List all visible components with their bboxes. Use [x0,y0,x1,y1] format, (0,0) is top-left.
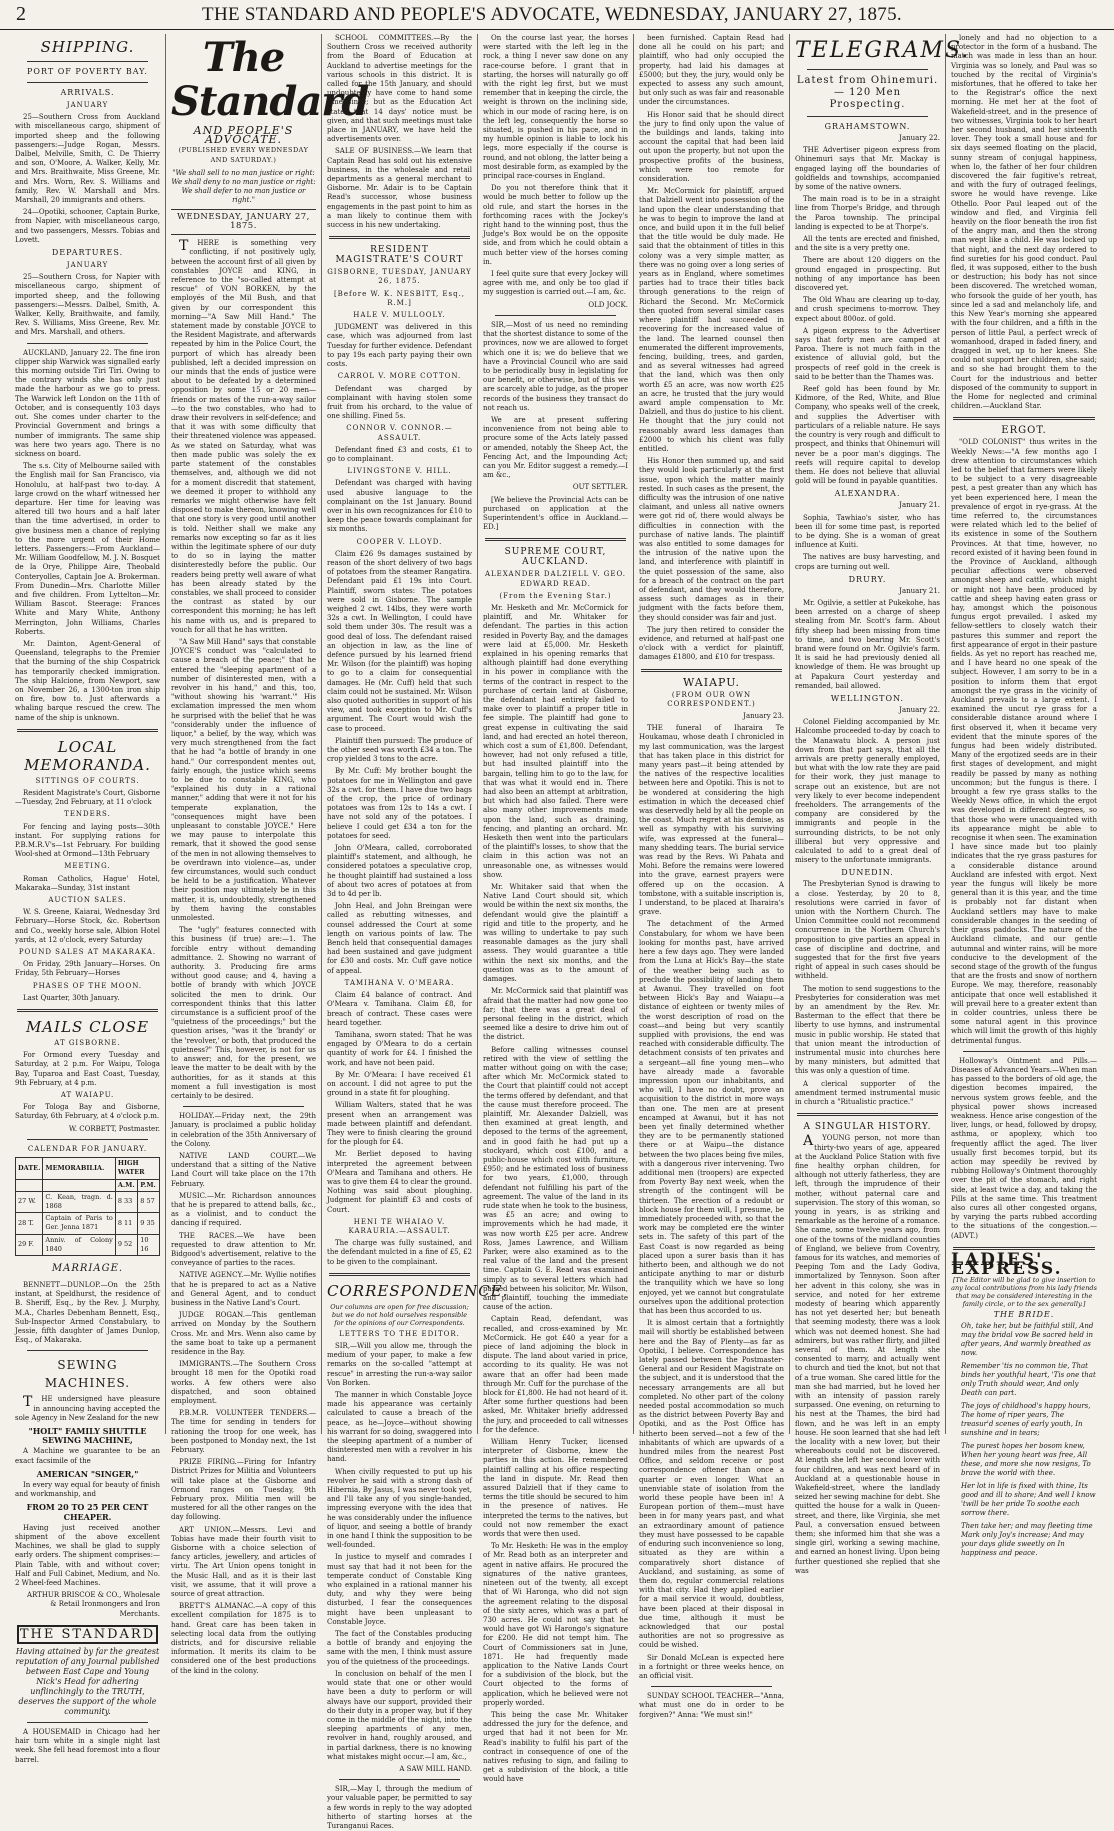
letter-paragraph: In justice to myself and comrades I must say that had it not been for the temperate conduct of Constable King who explained in a rational manner his duty, and why they were being disturbed, I fear the consequences might have been unpleasant to Constable Joyce. [327,1553,472,1626]
dispatch-date: January 21. [899,586,940,595]
news-item: NATIVE LAND COURT.—We understand that a sitting of the Native Land Court will take place on the 17th February. [171,1151,316,1188]
mails-text: For Ormond every Tuesday and Saturday, at 2 p.m. For Waipu, Tologa Bay, Tuparoa and East Coast, Tuesday, 9th February, at 4 p.m. [15,1051,160,1087]
divider [485,538,626,541]
moon-head: PHASES OF THE MOON. [32,981,143,990]
telegrams-title: TELEGRAMS. [795,38,971,63]
telegram-paragraph: Sophia, Tawhiao's sister, who has been ill for some time past, is reported to be dying. She is a woman of great influence at Kuiti. [795,513,940,550]
court-paragraph: been furnished. Captain Read had done all he could on his part; and plaintiff, who had only occupied the property, had laid his damages at £5000; but they, the jury, would only be expected to assess any such amount, but only such as was fair and reasonable under the circumstances. [639,34,784,107]
mails-signature: W. CORBETT, Postmaster. [68,1124,160,1133]
waiapu-paragraph: The detachment of the Armed Constabulary, for whom we have been looking for months past, have arrived here a few days ago. They were landed from the Luna at Hick's Bay—the state of the weather being such as to preclude the possibility of landing them at Awanui. They travelled on foot between Hick's Bay and Waiapu—a distance of eighteen or twenty miles of the worst description of road on the coast—and being but very scantily supplied with provisions, the end was reached with considerable difficulty. The detachment consists of ten privates and a sergeant—all fine young men—who have already made a favorable impression upon our inhabitants, and who will, I have no doubt, prove an acquisition to the district in more ways than one. The men are at present encamped at Awanui, but it has not been yet finally determined whether they are to be permanently stationed there or at Waipu—the distance between the two places being five miles, with a dangerous river intervening. Two additional men (troopers) are expected from Poverty Bay next week, when the strength of the contingent will be thirteen. The erection of a redoubt or block house for them will, I presume, be immediately proceeded with, so that the work may be completed ere the winter sets in. The safety of this part of the East Coast is now regarded as being placed upon a surer basis than it has hitherto been, and although we do not anticipate anything to mar or disturb the tranquility which we have so long enjoyed, yet we cannot but congratulate ourselves upon the additional protection that has been thus accorded to us. [639,920,784,1316]
news-item: SCHOOL COMMITTEES.—By the Southern Cross we received authority from the Board of Education at Auckland to advertise meetings for the various schools in this district. It is called for the 15th January, and should undoubtedly have come to hand some time since; but as the Education Act states that 14 days' notice must be given, and that such meetings must take place in JANUARY, we have held the advertisements over. [327,34,472,144]
cal-header: MEMORABILIA. [43,1158,115,1179]
sewing-price: FROM 20 TO 25 PER CENT CHEAPER. [26,1502,149,1522]
letter-signature: OUT SETTLER. [572,483,628,492]
case-title: HENI TE WHAIAO V. KARAURIA.—ASSAULT. [348,1217,451,1235]
case-title: COOPER V. LLOYD. [356,537,443,546]
page-number: 2 [16,3,26,25]
cal-header: P.M. [138,1179,160,1191]
calendar-title: CALENDAR FOR JANUARY. [27,1144,148,1153]
court-paragraph: Mr. McCormick for plaintiff, argued that Dalziell went into possession of the land upon the clear understanding that he was to begin to improve the land at once, and build upon it in the full belief that the title would be duly made. He said that the obtainment of titles in this colony was a very simple matter, as there was no going over a long series of years as in England, where sometimes parties had to trace their titles back through generations to the reign of Richard the Second. Mr. McCormick then quoted from several similar cases where plaintiff had succeeded in recovering for the increased value of the land. The learned counsel then enumerated the different improvements, fencing, building, trees, and garden, and as several witnesses had agreed that the land, which was then only worth £5 an acre, was now worth £25 an acre, he trusted that the jury would award ample compensation to Mr. Dalziell, and thus do justice to his client. He thought that the jury could not reasonably award less damages than £2000 to which his client was fully entitled. [639,187,784,453]
arrival-entry: 25—Southern Cross from Auckland with miscellaneous cargo, shipment of imported sheep and the following passengers:—Judge Rogan, Messrs. Dalbel, Melville, Smith, C. De Thierry and son, O'Moore, A. Walker, Kelly, Mr. and Mrs. Braithwaite, Miss Greene, Mr. and Mrs. Worn, Rev. S. Williams and family, Rev. W. Marshall and Mrs. Marshall, 20 immigrants and others. [15,113,160,205]
telegram-paragraph: THE Advertiser pigeon express from Ohinemuri says that Mr. Mackay is engaged laying off the boundaries of goldfields and townships, accompanied by some of the native owners. [795,146,940,192]
court-paragraph: The jury then retired to consider the evidence, and returned at half-past one o'clock with a verdict for plaintiff, damages £1800, and £10 for trespass. [639,625,784,662]
rm-court-dateline: GISBORNE, TUESDAY, JANUARY 26, 1875. [327,268,472,286]
sewing-title: SEWING MACHINES. [44,1358,131,1391]
sewing-singer: AMERICAN "SINGER," [36,1468,139,1479]
column-1 [10,34,166,1764]
column-4 [478,34,634,1784]
mails-title: MAILS CLOSE [25,1018,150,1037]
cal-header: A.M. [115,1179,137,1191]
case-text: John Heal, and John Breingan were called as rebutting witnesses, and counsel addressed the Court at some length on various points of law. The Bench held that consequential damages had been sustained and gave judgment for £30 and costs. Mr. Cuff gave notice of appeal. [327,902,472,975]
case-text: John O'Meara, called, corroborated plaintiff's statement, and although, he considered potatoes a speculative crop, he thought plaintiff had sustained a loss of about two acres of potatoes at from 3d to 4d per lb. [327,844,472,899]
letter-signature: OLD JOCK. [588,300,628,309]
court-paragraph: His Honor then summed up, and said they would look particularly at the first issue, upon which the matter mainly rested. In such cases as the present, the difficulty was the intrusion of one native claimant, and unless all native owners were got rid of, there would always be difficulties in connection with the purchase of native lands. The plaintiff was also entitled to some damages for the intrusion of the native upon the land, and interference with plaintiff in the quiet possession of the same, also for a breach of the contract on the part of defendant, and they would therefore, assess such damages as in their judgment with the facts before them, they should consider was fair and just. [639,457,784,622]
telegram-paragraph: A pigeon express to the Advertiser says that forty men are camped at Paroa. There is not much faith in the existence of alluvial gold, but the prospects of reef gold in the creek is said to be better than the Thames was. [795,326,940,381]
meeting-head: MEETING. [64,862,111,871]
cal-cell: 9 52 [115,1234,137,1255]
telegram-paragraph: The Presbyterian Synod is drawing to a close. Yesterday, by 20 to 8, resolutions were carried in favor of union with the Northern Church. The Union Committee could not recommend concurrence in the Northern Church's proposition to give parties an appeal in case of discipline and doctrine, and suggested that for the first five years right of appeal in such cases should be withheld. [795,880,940,981]
case-title: LIVINGSTONE V. HILL. [347,467,452,476]
cal-cell: 27 W. [16,1191,43,1212]
divider [27,1350,148,1351]
cal-cell: C. Kean, tragn. d. 1868 [43,1191,115,1212]
moon-text: Last Quarter, 30th January. [23,993,120,1002]
poem-stanza: Remember 'tis no common tie, That binds her youthful heart, 'Tis one that only Truth should wear, And only Death can part. [961,1362,1096,1398]
letter-paragraph: SIR,—May I, through the medium of your valuable paper, be permitted to say a few words in reply to the way adopted hitherto of starting horses at the Turanganui Races. [327,1785,472,1830]
cal-cell: 29 F. [16,1234,43,1255]
arrivals-title: ARRIVALS. [60,88,115,97]
letter-paragraph: The fact of the Constables producing a bottle of brandy and enjoying the same with the men, I think must assure you of the quietness of the proceedings. [327,1630,472,1666]
rm-court-before: [Before W. K. NESBITT, Esq., R.M.] [333,289,466,307]
cal-cell: Captain of Paris to Ger. Jenna 1871 [43,1213,115,1234]
story-paragraph: lonely and had no objection to a protector in the form of a husband. The match was made in less than an hour. Virginia was so lonely, and Paul was so touched by the recital of Virginia's misfortunes, that he offered to take her to the Registrar's office the next morning. He met her at the foot of Wakefield-street, and in the presence of two witnesses, Virginia took to her heart her second husband, and her sixteenth lover. They took a small house and for six days seemed floating on the placid, sunny stream of conjugal happiness, when lo, the father of her four children discovered the fair fugitive's retreat, and with the fury of outraged feelings, swore he would have revenge. Like Othello. Poor Paul leaped out of the window and fled, and Virginia fell heavily on the floor beneath the iron fist of the angry man, and then the strong man wept like a child. He was locked up that night, and the next day ordered to find sureties for his good conduct. Paul fled, it was supposed, either to the bush or destruction; his body has not since been discovered. The wretched woman, who forsook the guide of her youth, has since led a sad and melancholy life, and this New Year's morning she appeared with the four children, and a fifth in the person of little Paul, a perfect wreck of womanhood, draped in faded finery, and dragged in wet, up to her knees. She could not support her children, she said; and so she had brought them to the Court for the industrious and better disposed of the community to support in the Home for neglected and criminal children.—Auckland Star. [951,34,1097,411]
local-memoranda-title: LOCAL MEMORANDA. [24,737,151,774]
case-text: Defendant fined £3 and costs, £1 to go to complainant. [327,445,472,463]
tenders-text: For fencing and laying posts—30th instant. For supplying rations for P.B.M.R.V's—1st February. For building Wool-shed at Ormond—13th February [15,822,160,859]
telegram-paragraph: Colonel Fielding accompanied by Mr. Halcombe proceeded to-day by coach to the Manawatu block. A person just down from that part says, that all the arrivals are pretty generally employed, but what with the low rate they are paid for their work, they just manage to scrape out an existence, but are not very likely to ever become independent freeholders. The arrangements of the company are considered by the immigrants and people in the surrounding districts, to be not only illiberal but very oppressive and calculated to add to a great deal of misery to the unfortunate immigrants. [795,718,940,865]
court-paragraph: To Mr. Hesketh: He was in the employ of Mr. Read both as an interpreter and agent in native affairs. He procured the signatures of the native grantees, nineteen out of the twenty, all except that of Wi Haronga, who did not sign the agreement relating to the disposal of the sixty acres, which was a part of 730 acres. He could not say that he would have got Wi Harongo's signature for £200. He did not tempt him. The Court of Commissioners sat in June, 1871. He had frequently made application to the Native Lands Court for a subdivision of the block, but the Court objected to the forms of application, which he believed were not properly worded. [483,1542,628,1707]
waiapu-paragraph: THE funeral of Iharaira Te Houkamau, whose death I chronicled in my last communication, was the largest that has taken place in this district for many years past—it being attended by the natives of the respective localities between here and Opotiki. This is not to be wondered at considering the high estimation in which the deceased chief was deservedly held by all the people on the coast. Much regret at his demise, as well as sympathy with his surviving wife, was expressed at the funeral—many shedding tears. The burial service was read by the Revs. Wi Pahata and Mohi. Before the remains were lowered into the grave, earnest prayers were offered up on the occasion. A tombstone, with a suitable inscription is, I understand, to be placed at Iharaira's grave. [639,724,784,917]
column-7 [946,34,1102,1558]
letter-paragraph: In conclusion on behalf of the men I would state that one or other would have been a duty to perform or will always have our support, provided their do their duty in a proper way, but if they come in the middle of the night, into the sleeping apartments of any men, revolver in hand, roughly aroused, and in partial darkness, there is no knowing what mistakes might occur.—I am, &c., [327,1669,472,1761]
column-5 [634,34,790,1719]
joke-item: SUNDAY SCHOOL TEACHER—"Anna, what must one do in order to be forgiven?" Anna: "We must sin!" [639,1692,784,1719]
sewing-text: A Machine we guarantee to be an exact facsimile of the [15,1447,160,1465]
shipping-title: SHIPPING. [40,38,135,56]
news-item: IMMIGRANTS.—The Southern Cross brought 18 men for the Opotiki road works. A few others were also dispatched, and soon obtained employment. [171,1360,316,1405]
supreme-court-case: ALEXANDER DALZIELL V. GEO. EDWARD READ. [484,570,627,588]
ladies-express-note: [The Editor will be glad to give insertion to any local contributions from his lady friends that may be considered interesting in the family circle, or to the sex generally.] [951,1276,1097,1309]
editorial-paragraph: THERE is something very conflicting, if not positively ugly, between the account first of all given by constables JOYCE and KING, in reference to the "so-called attempt at rescue" of VON BORKEN, by the employés of the Mil Bush, and that given by our correspondent this morning—"A Saw Mill Hand." The statement made by constable JOYCE to the Resident Magistrate, and afterwards repeated by him in the Police Court, the purport of which has already been published, left a decided impression on our minds that the ends of justice were about to be defeated by a determined opposition by some 15 or 20 men—friends or mates of the run-a-way sailor—to the two constables, who had to draw their revolvers in self-defence; and that it was with some difficulty that their threatened violence was appeased. As we stated on Saturday, what was then made public was solely the ex parte statement of the constables themselves, and, although we did not for a moment discredit that statement, we deemed it proper to withhold any remarks we might otherwise have felt disposed to make thereon, knowing well that one story is very good until another is told. Neither shall we make any remarks now excepting so far as it lies within the legitimate sphere of our duty to do so in laying the matter disinterestedly before the public. Our readers being pretty well aware of what has been already stated by the constables, we shall proceed to consider the contrast as stated by our correspondent this morning; he has left his name with us, and is prepared to vouch for all that he has written. [171,238,316,634]
correspondence-title: CORRESPONDENCE. [327,1281,509,1300]
case-title: CONNOR V. CONNOR.—ASSAULT. [346,424,453,442]
cal-cell: 9 35 [138,1213,160,1234]
ergot-title: ERGOT. [1001,425,1047,437]
telegram-paragraph: The motion to send suggestions to the Presbyteries for consideration was met by an amendment by the Rev. Mr. Basterman to the effect that there be liberty to use hymns, and instrumental music in public worship. He stated that that union meant the introduction of instrumental music into churches here by many ministers, but admitted that this was only a question of time. [795,984,940,1076]
divider [27,1722,148,1723]
news-item: BRETT'S ALMANAC.—A copy of this excellent compilation for 1875 is to hand. Great care has been taken in selecting local data from the outlying districts, and for discursive reliable information. It merits its claim to be considered one of the best productions of the kind in the colony. [171,1602,316,1675]
letter-paragraph: When civilly requested to put up his revolver he said with a strong dash of Hibernia, By Jasus, I was never took yet, and I'll take any of you single-handed, impressing everyone with the idea that he was considerably under the influence of liquor, and seeing a bottle of brandy in one hand I think the supposition to be well-founded. [327,1467,472,1550]
sewing-text: THE undersigned have pleasure in announcing having accepted the sole Agency in New Zealand for the new [15,1394,160,1422]
table-row [16,1191,160,1212]
sittings-head: SITTINGS OF COURTS. [35,776,140,785]
telegram-paragraph: The main road is to be in a straight line from Thorpe's Bridge, and through the Paroa township. The principal landing is expected to be at Thorpe's. [795,195,940,231]
dispatch-date: January 22. [899,134,940,142]
calendar-table [15,1157,160,1256]
divider [329,236,470,239]
departures-title: DEPARTURES. [51,248,124,258]
cal-header: HIGH WATER [115,1158,159,1179]
news-item: THE RACES.—We have been requested to draw attention to Mr. Bidgood's advertisement, relative to the conveyance of parties to the races. [171,1231,316,1268]
departure-entry: 25—Southern Cross, for Napier with miscellaneous cargo, shipment of imported sheep, and the following passengers:—Messrs. Dalbel, Smith, A. Walker, Kelly, Braithwaite, and family, Rev. S. Williams, Miss Greene, Rev. Mr. and Mrs. Marshall, and others. [15,273,160,337]
court-paragraph: Mr. Hesketh and Mr. McCormick for plaintiff, and Mr. Whitaker for defendant. The parties in this action resided in Poverty Bay, and the damages were laid at £5,000. Mr. Hesketh explained in his opening remarks that although plaintiff had done everything in his power in compliance with the terms of the contract in respect to the purchase of certain land at Gisborne, the defendant had entirely failed to make over to plaintiff a proper title in fee simple. The plaintiff had gone to great expense in cultivating the said land, and had erected an hotel thereon, which cost a sum of £1,800. Defendant, however, had not only refused a title, but had insulted plaintiff into the bargain, telling him to go to the law, for that was what it would end in. There had also been an attempt at arbitration, but which had also failed. There were also many other improvements made upon the land, such as draining, fencing, and planting an orchard. Mr. Hesketh then went into the particulars of the plaintiff's losses, to show that the claim in this action was not an unreasonable one, as witnesses would show. [483,603,628,879]
letter-paragraph: SIR,—Will you allow me, through the medium of your paper, to make a few remarks on the so-called "attempt at rescue" in arresting the run-a-way sailor Von Borken. [327,1341,472,1387]
holloway-advert: Holloway's Ointment and Pills.—Diseases of Advanced Years.—When man has passed to the borders of old age, the digestion becomes impaired, the nervous system grows feeble, and the physical power shows increased weakness. Hence arise congestion of the liver, lungs, or head, followed by dropsy, asthma, or apoplexy, which too frequently afflict the aged. The liver usually first becomes torpid, but its action may speedily be revived by rubbing Holloway's Ointment thoroughly over the pit of the stomach, and right side, at least twice a day, and taking the Pills at the same time. This treatment also cures all other congested organs, by varying the parts rubbed according to the situations of the congestion.—(ADVT.) [951,1056,1097,1240]
case-title: CARROL V. MORE COTTON. [337,372,462,381]
divider [807,116,928,117]
departures-month: JANUARY [66,261,109,270]
case-text: William Walters, stated that he was present when an arrangement was made between plaintiff and defendant. They were to finish clearing the ground for the plough for £4. [327,1101,472,1147]
news-item: HOLIDAY.—Friday next, the 29th January, is proclaimed a public holiday in celebration of the 35th Anniversary of the Colony. [171,1112,316,1148]
poem-stanza: Then take her; and may fleeting time Mark only Joy's increase; And may your days glide sweetly on In happiness and peace. [961,1522,1093,1558]
correspondence-note: Our columns are open for free discussion; but we do not hold ourselves responsible for the opinions of our Correspondents. [330,1302,469,1327]
letter-paragraph: SIR,—Most of us need no reminding that the shortest distance to some of the provinces, now we are allowed to forget which one it is; we do believe that we have a Provincial Council who are said to be periodically busy in legislating for our benefit, or otherwise, but of this we are scarcely able to judge, as the proper records of the business they transact do not reach us. [483,320,628,412]
arrival-entry: 24—Opotiki, schooner, Captain Burke, from Napier, with miscellaneous cargo, and two passengers, Messrs. Tobias and Lovett. [15,208,160,244]
divider [807,69,928,70]
poem-stanza: Her lot in life is fixed with thine, Its good and ill to share; And well I know 'twill be her pride To soothe each sorrow there. [961,1482,1096,1518]
case-text: Claim £4 balance of contract. And O'Meara v. Tamihana. Claim £8, for breach of contract. These cases were heard together. [327,991,472,1027]
cal-cell: 28 T. [16,1213,43,1234]
nameplate-subtitle: AND PEOPLE'S ADVOCATE. [193,124,294,147]
marriage-text: BENNETT—DUNLOP.—On the 25th instant, at Speldhurst, the residence of B. Sheriff, Esq., by the Rev. J. Murphy, M.A., Charles Debenham Bennett, Esq., Sub-Inspector Armed Constabulary, to Jessie, fifth daughter of James Dunlop, Esq., of Makaraka. [15,1280,160,1345]
cal-cell: 8 57 [138,1191,160,1212]
column-3 [322,34,509,1830]
case-text: By Mr. Cuff: My brother bought the potatoes for me in Wellington and gave 32s a cwt. for them. I have due two bags of the crop, the price of ordinary potatoes was from 12s to 14s a cwt. I have not sold any of the potatoes. I believe I could get £34 a ton for the potatoes for seed. [327,767,472,840]
letter-paragraph: We are at present suffering inconvenience from not being able to procure some of the Acts lately passed or amended, notably the Sheep Act, the Fencing Act, and the Impounding Act; can you Mr. Editor suggest a remedy.—I am &c., [483,415,628,480]
letter-paragraph: On the course last year, the horses were started with the left leg in the rock, a thing I never saw done on any race-course before. I grant that in starting, the horses will naturally go off with the right leg first, but we must remember that in keeping the circle, the weight is thrown on the inclining side, which in our mode of racing here, is on the left leg, consequently the horse so situated, is pushed in his pace, and in my humble opinion is liable to lock his legs, more especially if the course is round, and not oblong, the latter being a most desirable form, as exampled by the principal race-courses in England. [483,34,628,181]
auckland-paragraph: AUCKLAND, January 22. The fine iron clipper ship Warwick was signalled early this morning outside Tiri Tiri. Owing to the contrary winds she has only just made the harbour as we go to press. The Warwick left London on the 11th of October, and is consequently 103 days out. She comes under charter to the Provincial Government and brings a number of immigrants. The same ship was here two years ago. There is no sickness on board. [15,348,161,458]
sewing-signature: ARTHUR BRISCOE & CO., Wholesale & Retail Ironmongers and Iron Merchants. [26,1591,160,1618]
ladies-express-title: LADIES' EXPRESS. [951,1249,1063,1279]
table-row [16,1234,160,1255]
divider [183,1106,304,1107]
divider [495,315,616,316]
poem-stanza: Oh, take her, but be faithful still, And may the bridal vow Be sacred held in after years, And warmly breathed as now. [961,1322,1094,1358]
case-text: Defendant was charged by complainant with having stolen some fruit from his orchard, to the value of one shilling. Fined 5s. [327,384,472,421]
arrivals-month: JANUARY [66,101,109,109]
alexandra-title: ALEXANDRA. [834,489,901,499]
divider [27,343,148,344]
divider [641,669,782,672]
editor-note: [We believe the Provincial Acts can be purchased on application at the Superintendent's office in Auckland.—ED.] [483,495,628,532]
table-row [16,1213,160,1234]
column-2 [166,34,369,1675]
cal-cell: 8 33 [115,1191,137,1212]
publication-schedule: (PUBLISHED EVERY WEDNESDAY AND SATURDAY.) [178,146,309,164]
auction-head: AUCTION SALES. [48,896,127,905]
singular-history-title: A SINGULAR HISTORY. [803,1122,932,1133]
telegram-paragraph: All the tents are erected and finished, and the site is a very pretty one. [795,235,940,253]
sewing-text: In every way equal for beauty of finish and workmanship, and [15,1480,160,1499]
sittings-text: Resident Magistrate's Court, Gisborne—Tuesday, 2nd February, at 11 o'clock [15,789,160,807]
pound-text: On Friday, 29th January—Horses. On Friday, 5th February—Horses [15,960,160,978]
waiapu-title: WAIAPU. [683,675,740,689]
cal-cell: 10 16 [138,1234,160,1255]
housemaid-item: A HOUSEMAID in Chicago had her hair turn white in a single night last week. She fell head foremost into a flour barrel. [15,1728,160,1764]
news-item: P.B.M.R. VOLUNTEER TENDERS.—The time for sending in tenders for rationing the troop for one week, has been postponed to Monday next, the 1st February. [171,1409,316,1455]
telegram-paragraph: A clerical supporter of the amendment termed instrumental music in church a "Ritualistic practice." [795,1079,940,1107]
dunedin-title: DUNEDIN. [841,868,894,878]
news-item: SALE OF BUSINESS.—We learn that Captain Read has sold out his extensive business, in the wholesale and retail departments as a general merchant to Gisborne. Mr. Adair is to be Captain Read's successor, whose business engagements in the past point to him as a man likely to continue them with success in his new undertaking. [327,147,472,230]
case-text: Plaintiff then pursued: The produce of the other seed was worth £34 a ton. The crop yielded 3 tons to the acre. [327,736,472,764]
motto: "We shall sell to no man justice or right: We shall deny to no man justice or right: We shall defer to no man justice or right." [171,168,316,204]
mails-waiapu: AT WAIAPU. [60,1091,115,1100]
wellington-title: WELLINGTON. [830,693,905,703]
cal-header: DATE. [16,1158,43,1179]
story-paragraph: AYOUNG person, not more than thirty-two years of age, appeared at the Auckland Police Station with five fine healthy orphan children, for although not utterly fatherless, they are left, through the imprudence of their mother, without paternal care and supervision. The story of this woman, so young in years, is as striking and remarkable as the heroine of a romance. She came, some twelve years ago, from one of the towns of the midland counties of England, we believe from Coventry, famous for its watches, and memories of Peeping Tom and the Lady Godiva, immortalized by Tennyson. Soon after her advent in this colony, she was in service, and noted for her extreme modesty of bearing which apparently has not yet deserted her; but beneath that seeming modesty, there was a look which was not deemed honest. She had admirers, but was rather flirty, and jilted several of them. At length she consented to marry, and actually went to church and tied the knot, but not that of a true woman. She cared little for the man she had married, but he loved her with an intensity of passion rarely surpassed. One evening, on returning to his nest at the Thames, the bird had flown, and he was left in an empty house. He soon learned that she had left the locality with a new lover, but their whereabouts could not be discovered. At length she left her second lover with four children, and was next heard of in Auckland at a questionable house in Wakefield-street, where the landlady seized her sewing machine for debt. She quitted the house for a walk in Queen-street, and there, like Virginia, she met Paul, a conversation ensued between them; she informed him that she was a single girl, working a sewing machine, and earned an honest living. Upon being further questioned she replied that she was [795,1133,940,1575]
divider [651,1686,772,1687]
supreme-court-source: (From the Evening Star.) [499,591,612,600]
dispatch-date: January 22. [899,705,940,714]
melbourne-paragraph: The s.s. City of Melbourne sailed with the English mail for San Francisco, via Honolulu, at half-past two to-day. A large crowd on the wharf witnessed her departure. Her time for leaving was altered till two hours and a half later than the time advertised, in order to give business men a chance of replying to the more urgent of their Home letters. Passengers:—From Auckland—Mr. William Goodfellow, M. J. N. Bosquet de la Orye, Philippe Aire, Theobald Conteryolles, Captain Joe A. Brokerman. From Dunedin—Mrs. Charlotte Miller and five children. From Lyttelton—Mr. William Bascot. Steerage: Frances White and Mary White, Anthony Merrington, John Williams, Charles Roberts. [15,462,160,636]
news-item: ART UNION.—Messrs. Levi and Tobias have made their fourth visit to Gisborne with a choice selection of fancy articles, jewellery, and articles of virtu. The Art Union opens tonight in the Music Hall, and as it is their last visit, we assume, that it will prove a source of great attraction. [171,1525,316,1599]
column-6 [790,34,971,1575]
cal-cell: 8 11 [115,1213,137,1234]
columns-container [10,34,1104,1830]
rm-court-title: RESIDENT MAGISTRATE'S COURT [335,245,464,266]
divider [27,1139,148,1140]
divider [339,1779,460,1780]
divider [797,1113,938,1116]
editorial-paragraph: "A Saw Mill Hand" says that constable JOYCE'S conduct was "calculated to cause a breach of the peace;" that he entered the "sleeping apartment of a number of disinterested men, with a revolver in his hand," and this, too, "without showing his 'warrant.'" His exclamation impressed the men whom he surprised with the belief that he was "considerably under the influence of liquor," a belief, by the way, which was very much strengthened from the fact that he had "a bottle of brandy in one hand." Our correspondent mentes out, fairly enough, the justice which seems to be due to constable KING, who "explained his duty in a rational manner," adding that were it not for his temperate explanation, the "consequences might have been unpleasant to constable JOYCE." Here we may pause to interpolate this remark, that it showed the good sense of the men in not allowing themselves to be overdrawn into violence—as, under few circumstances, would such conduct be held to be a justification. Whatever their position may ultimately be in this matter, it is, undoubtedly, strengthened by them having the constables unmolested. [171,637,316,923]
mails-gisborne: AT GISBORNE. [54,1039,121,1048]
auction-text: W. S. Greene, Kaiarai, Wednesday 3rd February—Horse Stock, &c. Robertson and Co., weekly horse sale, Albion Hotel yards, at 12 o'clock, every Saturday [15,908,160,944]
case-text: Mr. Berliet deposed to having interpreted the agreement between O'Meara and Tamihana and others. He was to give them £4 to clear the ground. Nothing was said about ploughing. Judgment for plaintiff £3 and costs of Court. [327,1150,472,1214]
drury-title: DRURY. [848,574,887,584]
case-title: TAMIHANA V. O'MEARA. [344,978,455,987]
court-paragraph: Mr. McCormick said that plaintiff was afraid that the matter had now gone too far; that there was a great deal of personal feeling in the district, which seemed like a desire to drive him out of the district. [483,987,628,1042]
dispatch-date: January 21. [899,501,940,510]
letter-paragraph: The manner in which Constable Joyce made his appearance was certainly calculated to cause a breach of the peace, as he—Joyce—without showing his warrant for so doing, swaggered into the sleeping apartment of a number of disinterested men with a revolver in his hand. [327,1391,472,1464]
waiapu-source: (FROM OUR OWN CORRESPONDENT.) [667,690,756,708]
cal-cell: Anniv. of Colony 1840 [43,1234,115,1255]
waiapu-date: January 23. [743,712,784,721]
letters-head: LETTERS TO THE EDITOR. [339,1329,460,1338]
poem-stanza: The purest hopes her bosom knew, When her young heart was free, All these, and more she now resigns, To brave the world with thee. [961,1442,1091,1478]
news-item: PRIZE FIRING.—Firing for Infantry District Prizes for Militia and Volunteers will take place at the Gisborne and Ormond ranges on Tuesday, 9th February prox. Militia men will be mustered for all the other ranges on the day following. [171,1458,316,1522]
letter-signature: A SAW MILL HAND. [399,1764,472,1773]
mails-text: For Tologa Bay and Gisborne, Saturday, 6th February, at 4 o'clock p.m. [15,1103,160,1121]
divider [329,1273,470,1276]
sewing-holt: "HOLT" FAMILY SHUTTLE SEWING MACHINE, [28,1425,147,1446]
port-title: PORT OF POVERTY BAY. [27,67,148,76]
news-item: MUSIC.—Mr. Richardson announces that he is prepared to attend balls, &c., as a violinist, and to conduct the dancing if required. [171,1191,316,1228]
sewing-text: Having just received another shipment of the above excellent Machines, we shall be glad to supply early orders. The shipment comprises:—Plain Table, with and without cover; Half and Full Cabinet, Medium, and No. 2 Wheel-feed Machines. [15,1523,160,1587]
waiapu-paragraph: It is almost certain that a fortnightly mail will shortly be established between here and the Bay of Plenty—as far as Opotiki, I believe. Correspondence has lately passed between the Postmaster-General and our Resident Magistrate on the subject, and it is understood that the necessary arrangements are all but completed. No other part of the colony needed postal accommodation so much as the district between Poverty Bay and Opotiki, and as the Post Office has hitherto been served—not a few of the inhabitants of which are upwards of a hundred miles from the nearest Post Office, and seldom receive or post correspondence oftener than once a quarter or even longer. What an unenviable state of isolation from the world these people have been in! A European portion of them—must have been in for many years past, and what an extraordinary amount of patience they must have possessed to be capable of enduring such inconvenience so long, situated as they are within a comparatively short distance of Auckland, and sustaining, as some of them do, regular commercial relations with that city. Had they applied earlier for a mail service it would, doubtless, have been placed at their disposal in due time, although it must be acknowledged that our postal authorities are not so progressive as could be wished. [639,1319,785,1650]
news-item: JUDGE ROGAN.—This gentleman arrived on Monday by the Southern Cross. Mr. and Mrs. Wenn also came by the same boat to take up a permanent residence in the Bay. [171,1311,316,1356]
cospatrick-paragraph: Mr. Dainton, Agent-General of Queensland, telegraphs to the Premier that the burning of the ship Cospatrick has temporarily checked immigration. The ship Halcione, from Newport, saw on November 26, a 1300-ton iron ship on fire, bow to. Just afterwards a whaling barque rescued the crew. The name of the ship is unknown. [15,639,160,722]
pound-head: POUND SALES AT MAKARAKA. [18,948,157,957]
supreme-court-title: SUPREME COURT, AUCKLAND. [504,547,607,568]
divider [953,417,1095,420]
meeting-text: Roman Catholics, Hague' Hotel, Makaraka—Sunday, 31st instant [15,874,160,892]
court-paragraph: Captain Read, defendant, was recalled, and cross-examined by Mr. McCormick. He got £40 a year for a piece of land adjoining the block in dispute. The land about varied in price, according to its quality. He was not aware that an offer had been made through Mr. Cuff for the purchase of the block for £1,800. He had not heard of it. After some further questions had been asked, Mr. Whitaker briefly addressed the jury, and proceeded to call witnesses for the defence. [483,1315,628,1434]
standard-box-title: THE STANDARD [17,1625,158,1644]
court-paragraph: His Honor said that he should direct the jury to find only upon the value of the buildings and lands, taking into account the capital that had been laid out upon the property, but not upon the prospective profits of the business, which were too remote for consideration. [639,110,784,184]
ergot-paragraph: "OLD COLONIST" thus writes in the Weekly News:—"A few months ago I drew attention to circumstances which led to the belief that farmers were likely to be subject to a very disagreeable pest, a pest greater than any which has yet been experienced here, I mean the prevalence of ergot in rye-grass. At the time referred to, the circumstances were related which led to the belief of its existence in some of the Southern Provinces. At that time, however, no record existed of it having been found in the Province of Auckland, although peculiar affections were observed amongst sheep and cattle, which might or might not have been produced by cattle and sheep having eaten grass or hay, amongst which the poisonous fungus ergot prevailed. I asked my fellow-settlers to closely watch their pastures this summer and report the first appearance of ergot in their pasture fields. As yet no report has reached me, and I have heard no one speak of the subject. However, I am sorry to be in a position to inform them that ergot amongst the rye grass in the vicinity of Auckland prevails to a large extent. I examined the uncut rye grass for a considerable distance around where I first observed it, when it became very evident that the minute spores of the fungus had been widely distributed. Many of the ergotized seeds are in their first stages of development, and might readily be passed by many as nothing uncommon; but the fungus is there. I brought a few rye grass stalks to the Weekly News office, in which the ergot was developed in different degrees, so that those who were unacquainted with its appearance might be able to recognise it when seen. The examination I have since made but too plainly indicates that the rye grass pastures for a considerable distance around Auckland are infested with ergot. Next year the fungus will likely be more general than it is this year, and the time is probably not far distant when Auckland settlers may have to make considerable changes in the seeding of their grass paddocks. The nature of the Auckland climate, and our gentle autumnal and winter rains, will be more conducive to the development of the second stage of the growth of the fungus that are the frosts and snow of northern Europe. We may, therefore, reasonably anticipate that once well established it will prevail here to a greater extent than in colder countries, unless there be some natural agent in this province which will limit the growth of this highly detrimental fungus. [951,438,1097,1045]
editorial-paragraph: The "ugly" features connected with this business (if true) are:—1. The forcible entry without demanding admittance. 2. Showing no warrant of authority. 3. Producing fire arms without good cause; and 4, having a bottle of brandy with which JOYCE solicited the men to drink. Our correspondent thinks that this latter circumstance is a sufficient proof of the "quietness of the proceedings;" but the question arises, "was it the 'brandy' or the 'revolver,' or both, that produced the quietness?" This, however, is not for us to answer; and, for the present, we leave the matter to be dealt with by the authorities, for as it stands at this moment a full investigation is most certainly to be desired. [171,926,316,1100]
dateline: WEDNESDAY, JANUARY 27, 1875. [171,209,316,235]
standard-box-note: Having attained by far the greatest reputation of any Journal published between East Cape and Young Nick's Head for adhering unflinchingly to the TRUTH, deserves the support of the whole community. [15,1647,160,1717]
grahamstown-title: GRAHAMSTOWN. [824,122,911,131]
case-text: Claim £26 9s damages sustained by reason of the short delivery of two bags of potatoes from the steamer Rangatira. Defendant paid £1 19s into Court. Plaintiff, sworn states: The potatoes were sold in Gisborne. The sample weighed 2 cwt. 14lbs, they were worth 32s a cwt. In Wellington, I could have sold them under 30s. The result was a good deal of loss. The defendant raised an objection in law, as the line of defence pursued by his learned friend Mr. Wilson (for the plaintiff) was hoping to go to a claim for consequential damages. He (Mr. Cuff) held that such claim could not be sustained. Mr. Wilson also quoted authorities in support of his view, and took exception to Mr. Cuff's argument. The Court would wish the case to proceed. [327,549,472,733]
page-masthead [0,0,1114,30]
divider [17,1009,158,1012]
marriage-title: MARRIAGE. [51,1262,124,1274]
bride-title: THE BRIDE. [993,1310,1055,1320]
case-text: By Mr. O'Meara: I have received £1 on account. I did not agree to put the ground in a state fit for ploughing. [327,1070,472,1098]
court-paragraph: William Henry Tucker, licensed interpreter of Gisborne, knew the parties in this action. He remembered plaintiff calling at his office respecting the land in dispute. Mr. Read then assured Dalziell that if they came to terms the title should be secured to him in the presence of natives. He interpreted the terms to the natives, but could not now remember the exact words that were then used. [483,1438,628,1539]
tenders-head: TENDERS. [64,810,111,819]
case-title: HALE V. MULLOOLY. [353,311,446,320]
case-text: Defendant was charged with having used abusive language to the complainant on the 1st January. Bound over in his own recognizances for £10 to keep the peace towards complainant for six months. [327,479,472,534]
court-paragraph: This being the case Mr. Whitaker addressed the jury for the defence, and urged that had it not been for Mr. Read's inability to fulfil his part of the contract in consequence of one of the natives refusing to sign, and failing to get a subdivision of the block, a title would have [483,1710,628,1784]
telegram-paragraph: There are about 120 diggers on the ground engaged in prospecting. But nothing of any importance has been discovered yet. [795,256,940,293]
telegram-paragraph: Mr. Ogilvie, a settler at Pukekohe, has been arrested on a charge of sheep stealing from Mr. Scott's farm. About fifty sheep had been missing from time to time, and two bearing Mr. Scott's brand were found on Mr. Ogilvie's farm. It is said he had previously denied all knowledge of them. He was brought up at Papakura Court yesterday and remanded, bail allowed. [795,598,940,690]
case-text: JUDGMENT was delivered in this case, which was adjourned from last Tuesday for further evidence. Defendant to pay 19s each party paying their own costs. [327,323,472,369]
divider [27,61,148,62]
case-text: The charge was fully sustained, and the defendant mulcted in a fine of £5, £2 to be given to the complainant. [327,1239,472,1266]
telegrams-subtitle: Latest from Ohinemuri. — 120 Men Prospecting. [796,75,939,110]
telegram-paragraph: The natives are busy harvesting, and crops are turning out well. [795,553,940,571]
court-paragraph: Mr. Whitaker said that when the Native Land Court should sit, which would be within the next six months, the defendant would give the plaintiff a rigid and title to the property, and he was willing to undertake to pay such reasonable damages as the jury shall assess. They would guarantee a title within the next six months, and the question was as to the amount of damages. [483,883,628,984]
letter-paragraph: I feel quite sure that every Jockey will agree with me, and only be too glad if my suggestion is carried out.—I am, &c. [483,270,628,297]
news-item: NATIVE AGENCY.—Mr. Wyllie notifies that he is prepared to act as a Native and General Agent, and to conduct business in the Native Land's Court. [171,1271,316,1307]
divider [17,729,158,732]
court-paragraph: Before calling witnesses counsel retired with the view of settling the matter without going on with the case; after which Mr. McCormick stated to the Court that plaintiff could not accept the terms offered by defendant, and that the cause must therefore proceed. The plaintiff, Mr. Alexander Dalziell, was then examined at great length, and deposed to the terms of the agreement, and in good faith he had put up a stockyard, which cost £100, and a public-house which cost with furniture, £950; and he estimated loss of business for two years, £1,000, through defendant not fulfilling his part of the agreement. The value of the land in its rude state when he took to the business, was £5 an acre; and owing to improvements which he had made, it was now worth £25 per acre. Andrew Ross, James Lawrence, and William Parker, were also examined as to the real value of the land and the present time. Captain G. E. Read was examined simply as to several letters which had passed between his solicitor, Mr. Wilson, and plaintiff, touching the immediate cause of the action. [483,1045,628,1312]
poem-stanza: The joys of childhood's happy hours, The home of riper years, The treasur'd scenes of early youth, In sunshine and in tears; [961,1402,1091,1438]
case-text: Tamihana, sworn stated: That he was engaged by O'Meara to do a certain quantity of work for £4. I finished the work, and have not been paid. [327,1030,472,1067]
poem [951,1322,1097,1558]
waiapu-paragraph: Sir Donald McLean is expected here in a fortnight or three weeks hence, on an official visit. [639,1653,784,1680]
divider [27,82,148,83]
telegram-paragraph: The Old Whau are clearing up to-day, and crush specimens to-morrow. They expect about 800oz. of gold. [795,296,940,323]
telegram-paragraph: Reef gold has been found by Mr. Kidmore, of the Red, White, and Blue Company, who speaks well of the creek, and supplies the Advertiser with particulars of a reliable nature. He says the country is very rough and difficult to prospect, and thinks that Ohinemuri will never be a poor man's diggings. The reefs will require capital to develop them. He does not believe that alluvial gold will be found in payable quantities. [795,385,940,486]
nameplate: The Standard [171,34,369,125]
masthead-title: THE STANDARD AND PEOPLE'S ADVOCATE, WEDNESDAY, JANUARY 27, 1875. [202,3,902,25]
divider [963,1051,1085,1052]
letter-paragraph: Do you not therefore think that it would be much better to follow up the old rule, and start the horses in the forthcoming races with the Jockey's right hand to the winning post, thus the Judge's Box would be on the opposite side, and from which he could obtain a much better view of the horses coming in. [483,184,628,266]
